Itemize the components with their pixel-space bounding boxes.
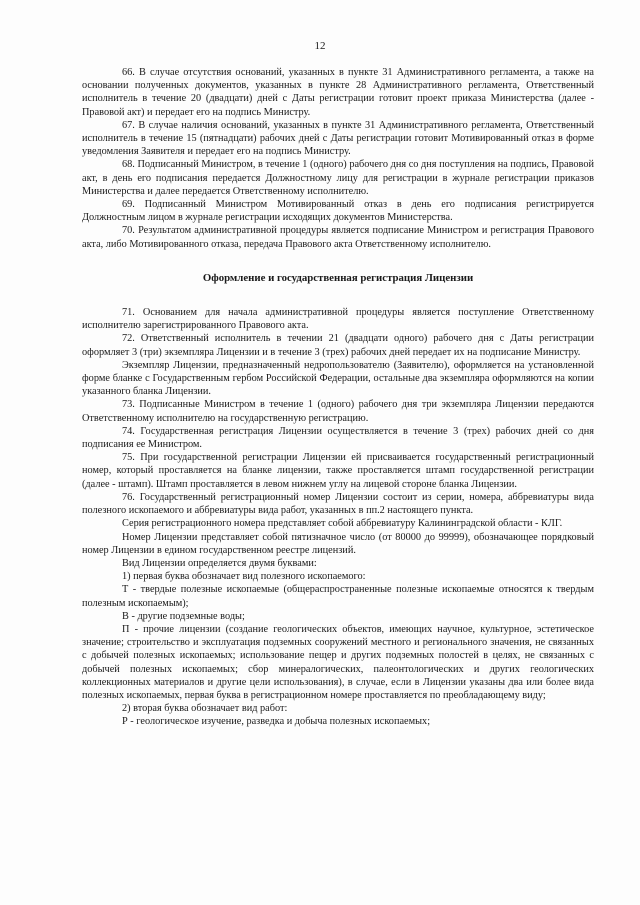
list-item-r: Р - геологическое изучение, разведка и добыча полезных ископаемых; [122, 716, 431, 728]
paragraph-67: 67. В случае наличия оснований, указанных в пункте 31 Административного регламента, Ответственный исполнитель в течение 15 (пятнадцати) рабочих дней с Даты регистрации готовит Мотивированный отказ в форме уведомления Заявителя и передает его на подпись Министру. [82, 119, 594, 158]
page-number: 12 [314, 40, 326, 52]
paragraph-number: Номер Лицензии представляет собой пятизначное число (от 80000 до 99999), обозначающее порядковый номер Лицензии в едином государственном реестре лицензий. [82, 531, 594, 556]
paragraph-license-copy: Экземпляр Лицензии, предназначенный недропользователю (Заявителю), оформляется на установленной форме бланке с Государственным гербом Российской Федерации, остальные два экземпляра оформляются на копии указанного бланка Лицензии. [82, 359, 594, 398]
paragraph-70: 70. Результатом административной процедуры является подписание Министром и регистрация Правового акта, либо Мотивированного отказа, передача Правового акта Ответственному исполнителю. [82, 225, 594, 250]
list-item-first-letter: 1) первая буква обозначает вид полезного ископаемого: [122, 571, 366, 583]
paragraph-71: 71. Основанием для начала административной процедуры является поступление Ответственному исполнителю зарегистрированного Правового акта. [82, 307, 594, 332]
paragraph-69: 69. Подписанный Министром Мотивированный отказ в день его подписания регистрируется Должностным лицом в журнале регистрации исходящих документов Министерства. [82, 199, 594, 224]
section-heading: Оформление и государственная регистрация Лицензии [202, 271, 474, 284]
list-item-t: Т - твердые полезные ископаемые (общераспространенные полезные ископаемые относятся к твердым полезным ископаемым); [82, 584, 594, 609]
list-item-p: П - прочие лицензии (создание геологических объектов, имеющих научное, культурное, эстетическое значение; строительство и эксплуатация подземных сооружений местного и регионального значения, не связанных с добычей полезных ископаемых; использование пещер и других подземных полостей в целях, не связанных с добычей полезных ископаемых; сбор минералогических, палеонтологических и других геологических коллекционных материалов и другие цели использования), в случае, если в Лицензии указаны два или более вида полезных ископаемых, первая буква в регистрационном номере проставляется по преобладающему виду; [82, 623, 594, 701]
paragraph-74: 74. Государственная регистрация Лицензии осуществляется в течение 3 (трех) рабочих дней со дня подписания ее Министром. [82, 425, 594, 451]
paragraph-68: 68. Подписанный Министром, в течение 1 (одного) рабочего дня со дня поступления на подпись, Правовой акт, в день его подписания передается Должностному лицу для регистрации в журнале регистрации приказов Министерства и далее передается Ответственному исполнителю. [82, 159, 594, 197]
document-body [82, 66, 594, 729]
list-item-v: В - другие подземные воды; [122, 610, 245, 622]
paragraph-66: 66. В случае отсутствия оснований, указанных в пункте 31 Административного регламента, а также на основании полученных документов, указанных в пункте 28 Административного регламента, Ответственный исполнитель в течение 20 (двадцати) дней с Даты регистрации готовит проект приказа Министерства (далее - Правовой акт) и передает его на подпись Министру. [82, 67, 594, 118]
paragraph-75: 75. При государственной регистрации Лицензии ей присваивается государственный регистрационный номер, который проставляется на бланке лицензии, также проставляется штамп государственной регистрации (далее - штамп). Штамп проставляется в левом нижнем углу на лицевой стороне бланка Лицензии. [82, 452, 594, 490]
paragraph-license-type: Вид Лицензии определяется двумя буквами: [122, 557, 317, 569]
paragraph-73: 73. Подписанные Министром в течение 1 (одного) рабочего дня три экземпляра Лицензии передаются Ответственному исполнителю на государственную регистрацию. [82, 399, 594, 424]
paragraph-series: Серия регистрационного номера представляет собой аббревиатуру Калининградской области - КЛГ. [122, 518, 563, 530]
paragraph-72: 72. Ответственный исполнитель в течении 21 (двадцати одного) рабочего дня с Даты регистрации оформляет 3 (три) экземпляра Лицензии и в течение 3 (трех) рабочих дней передает их на подписание Министру. [82, 333, 594, 358]
list-item-second-letter: 2) вторая буква обозначает вид работ: [122, 703, 288, 715]
paragraph-76: 76. Государственный регистрационный номер Лицензии состоит из серии, номера, аббревиатуры вида полезного ископаемого и аббревиатуры вида работ, указанных в пп.2 настоящего пункта. [82, 491, 594, 517]
